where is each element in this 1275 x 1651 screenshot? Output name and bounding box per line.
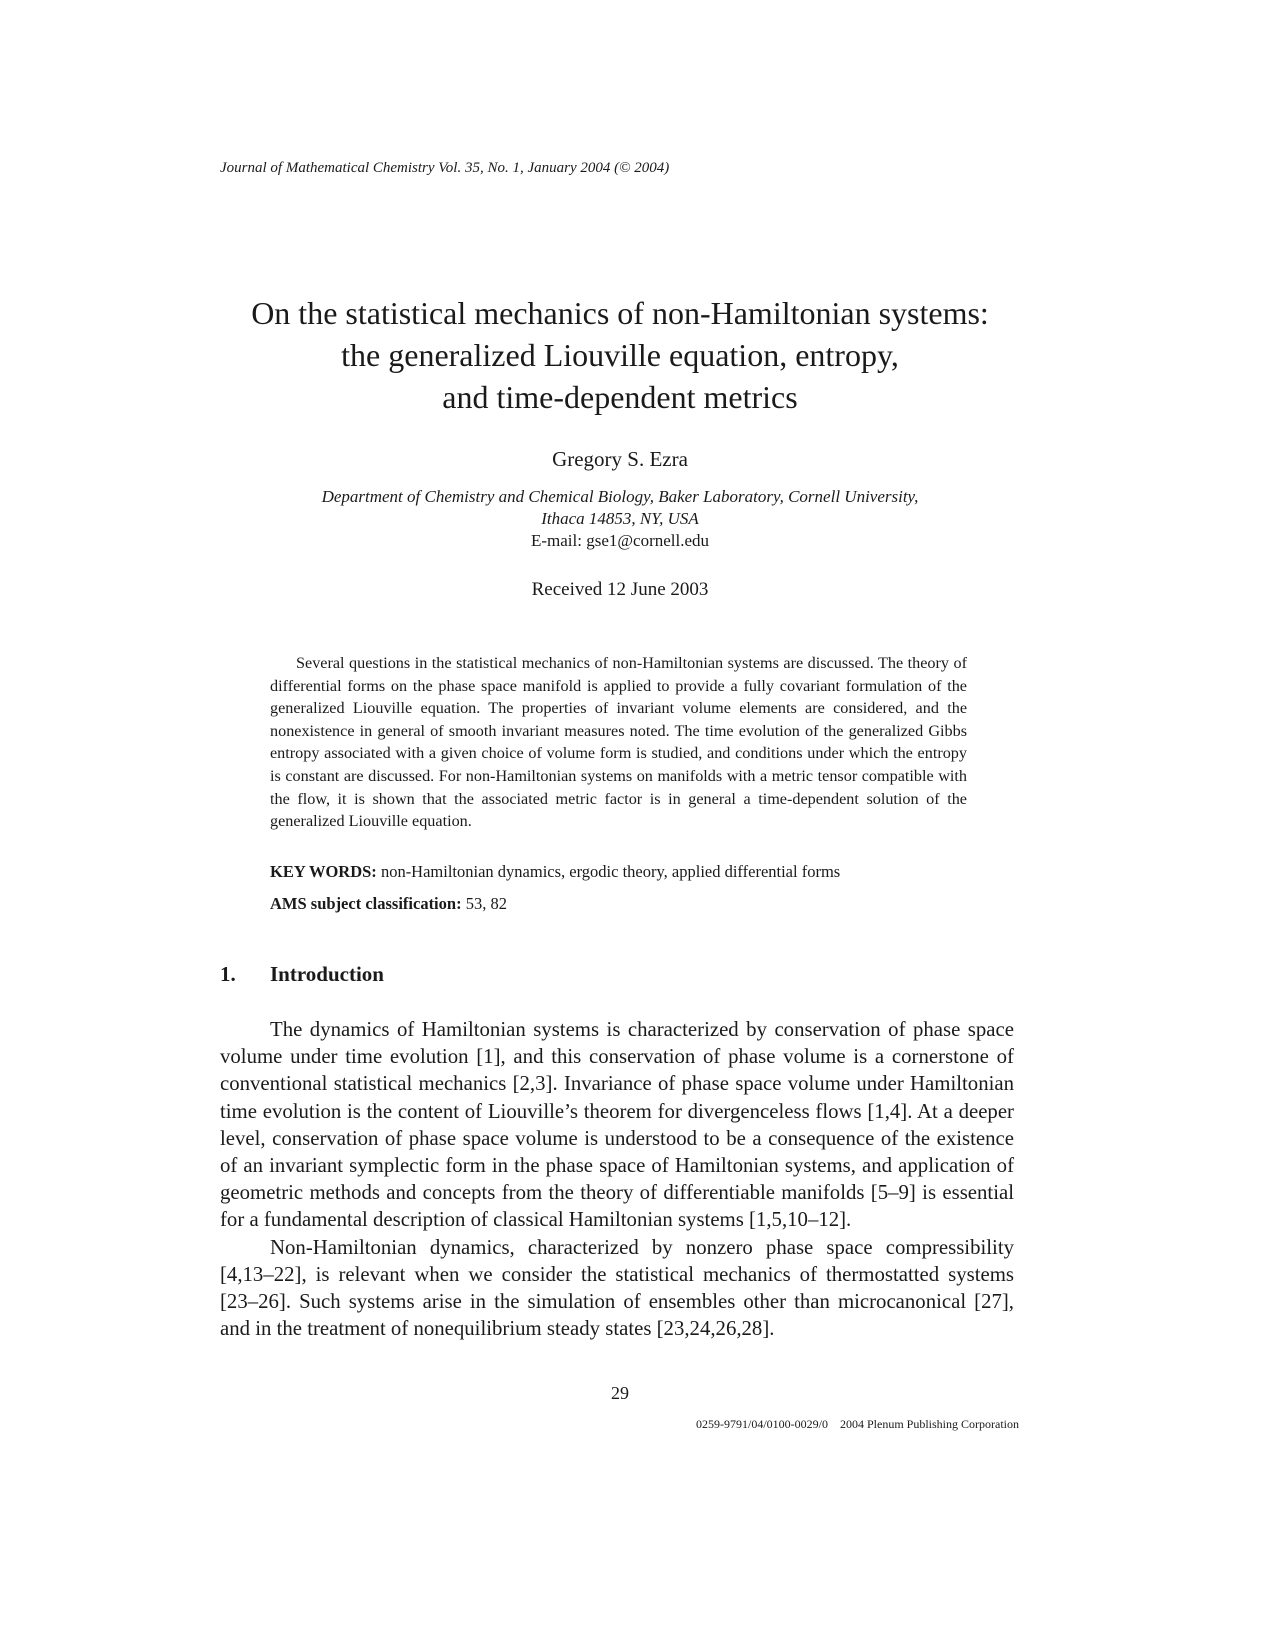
- section-title: Introduction: [270, 962, 384, 986]
- title-line: the generalized Liouville equation, entropy,: [341, 337, 899, 373]
- body-text: [220, 1016, 1014, 1342]
- journal-citation: Journal of Mathematical Chemistry Vol. 35, No. 1, January 2004 (© 2004): [220, 160, 670, 176]
- body-paragraph: Non-Hamiltonian dynamics, characterized by nonzero phase space compressibility [4,13–22], is relevant when we consider the statistical mechanics of thermostatted systems [23–26]. Such systems arise in the simulation of ensembles other than microcanonical [27], and in the treatment of nonequilibrium steady states [23,24,26,28].: [220, 1235, 1014, 1341]
- keywords: [270, 862, 990, 882]
- page-number: 29: [611, 1383, 629, 1403]
- footer-code: 0259-9791/04/0100-0029/0: [695, 1417, 828, 1431]
- keywords-label: KEY WORDS:: [270, 862, 377, 881]
- paper-title: [200, 292, 1040, 418]
- keywords-value: non-Hamiltonian dynamics, ergodic theory, applied differential forms: [380, 862, 841, 881]
- received-date: Received 12 June 2003: [531, 579, 709, 600]
- affiliation-line: Ithaca 14853, NY, USA: [541, 509, 699, 528]
- title-line: On the statistical mechanics of non-Hamiltonian systems:: [251, 295, 989, 331]
- affiliation: [200, 486, 1040, 552]
- ams-label: AMS subject classification:: [270, 894, 462, 913]
- footer-publisher: 2004 Plenum Publishing Corporation: [839, 1417, 1019, 1431]
- abstract-text: Several questions in the statistical mechanics of non-Hamiltonian systems are discussed. The theory of differential forms on the phase space manifold is applied to provide a fully covariant formulation of the generalized Liouville equation. The properties of invariant volume elements are considered, and the nonexistence in general of smooth invariant measures noted. The time evolution of the generalized Gibbs entropy associated with a given choice of volume form is studied, and conditions under which the entropy is constant are discussed. For non-Hamiltonian systems on manifolds with a metric tensor compatible with the flow, it is shown that the associated metric factor is in general a time-dependent solution of the generalized Liouville equation.: [270, 654, 967, 831]
- section-heading: [220, 962, 384, 987]
- abstract: [270, 652, 967, 833]
- author-name: Gregory S. Ezra: [552, 447, 688, 471]
- body-paragraph: The dynamics of Hamiltonian systems is characterized by conservation of phase space volume under time evolution [1], and this conservation of phase volume is a cornerstone of conventional statistical mechanics [2,3]. Invariance of phase space volume under Hamiltonian time evolution is the content of Liouville’s theorem for divergenceless flows [1,4]. At a deeper level, conservation of phase space volume is understood to be a consequence of the existence of an invariant symplectic form in the phase space of Hamiltonian systems, and application of geometric methods and concepts from the theory of differentiable manifolds [5–9] is essential for a fundamental description of classical Hamiltonian systems [1,5,10–12].: [220, 1018, 1014, 1232]
- ams-classification: [270, 894, 990, 914]
- footer-copyright: [696, 1417, 1019, 1432]
- author-email: E-mail: gse1@cornell.edu: [530, 531, 710, 550]
- affiliation-line: Department of Chemistry and Chemical Biology, Baker Laboratory, Cornell University,: [321, 487, 919, 506]
- title-line: and time-dependent metrics: [442, 379, 798, 415]
- ams-value: 53, 82: [465, 894, 507, 913]
- section-number: 1.: [220, 962, 236, 986]
